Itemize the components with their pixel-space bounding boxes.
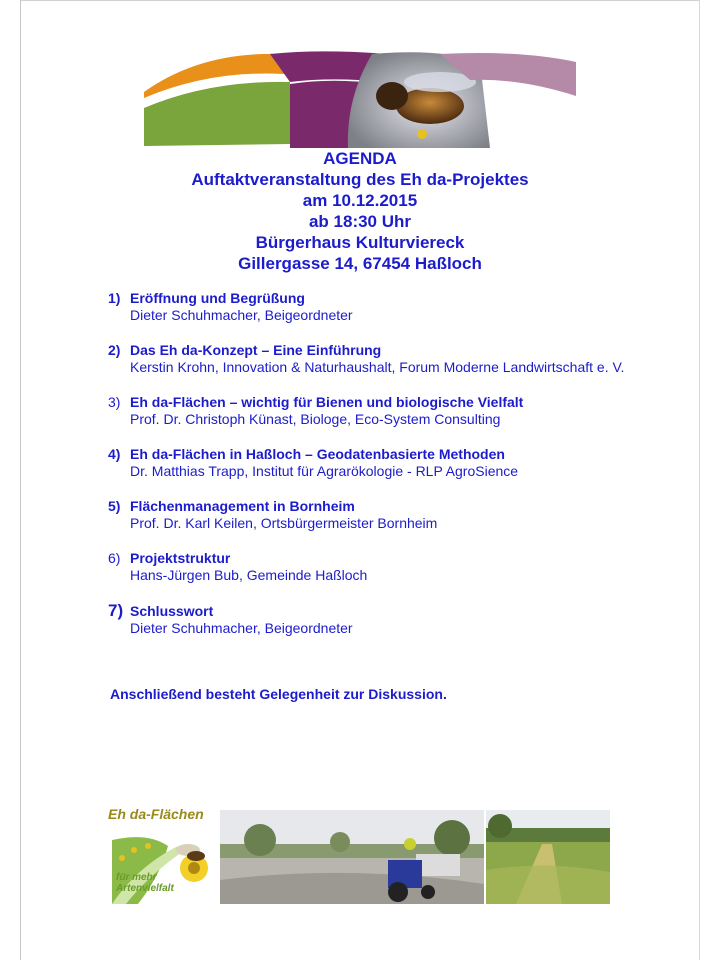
item-speaker: Kerstin Krohn, Innovation & Naturhaushalt, Forum Moderne Landwirtschaft e. V.	[130, 359, 625, 375]
item-number: 2)	[108, 342, 121, 358]
item-speaker: Dieter Schuhmacher, Beigeordneter	[130, 307, 353, 323]
item-speaker: Hans-Jürgen Bub, Gemeinde Haßloch	[130, 567, 368, 583]
logo-title: Eh da-Flächen	[108, 806, 204, 822]
event-venue: Bürgerhaus Kulturviereck	[255, 233, 465, 252]
event-header	[20, 148, 700, 274]
closing-note: Anschließend besteht Gelegenheit zur Diskussion.	[110, 686, 447, 702]
page-edge-right	[699, 0, 700, 960]
item-speaker: Prof. Dr. Karl Keilen, Ortsbürgermeister Bornheim	[130, 515, 438, 531]
item-title: Eröffnung und Begrüßung	[130, 290, 305, 306]
agenda-list	[108, 290, 668, 655]
meadow-photo	[486, 810, 610, 904]
agenda-item	[108, 446, 668, 480]
agenda-item	[108, 550, 668, 584]
page-edge-left	[20, 0, 21, 960]
agenda-item	[108, 342, 668, 376]
item-title: Flächenmanagement in Bornheim	[130, 498, 355, 514]
eh-da-logo	[108, 806, 218, 906]
bee-banner-image	[140, 48, 580, 152]
item-number: 4)	[108, 446, 121, 462]
item-title: Eh da-Flächen in Haßloch – Geodatenbasierte Methoden	[130, 446, 505, 462]
tractor-road-photo	[220, 810, 484, 904]
item-number: 7)	[108, 601, 124, 620]
item-number: 6)	[108, 550, 121, 566]
page-edge-top	[20, 0, 700, 1]
event-time: ab 18:30 Uhr	[308, 212, 412, 231]
event-address: Gillergasse 14, 67454 Haßloch	[238, 254, 482, 273]
logo-subtitle: für mehr Artenvielfalt	[116, 872, 174, 894]
event-title: Auftaktveranstaltung des Eh da-Projektes	[191, 170, 529, 189]
item-title: Das Eh da-Konzept – Eine Einführung	[130, 342, 382, 358]
item-title: Eh da-Flächen – wichtig für Bienen und biologische Vielfalt	[130, 394, 524, 410]
item-speaker: Dieter Schuhmacher, Beigeordneter	[130, 620, 353, 636]
item-speaker: Prof. Dr. Christoph Künast, Biologe, Eco-System Consulting	[130, 411, 501, 427]
agenda-item	[108, 394, 668, 428]
item-title: Schlusswort	[130, 603, 214, 619]
item-title: Projektstruktur	[130, 550, 231, 566]
agenda-item	[108, 498, 668, 532]
agenda-heading: AGENDA	[323, 149, 397, 168]
agenda-item	[108, 290, 668, 324]
item-number: 5)	[108, 498, 121, 514]
item-number: 3)	[108, 394, 121, 410]
agenda-item	[108, 602, 668, 637]
item-number: 1)	[108, 290, 121, 306]
event-date: am 10.12.2015	[302, 191, 418, 210]
item-speaker: Dr. Matthias Trapp, Institut für Agrarökologie - RLP AgroSience	[130, 463, 519, 479]
